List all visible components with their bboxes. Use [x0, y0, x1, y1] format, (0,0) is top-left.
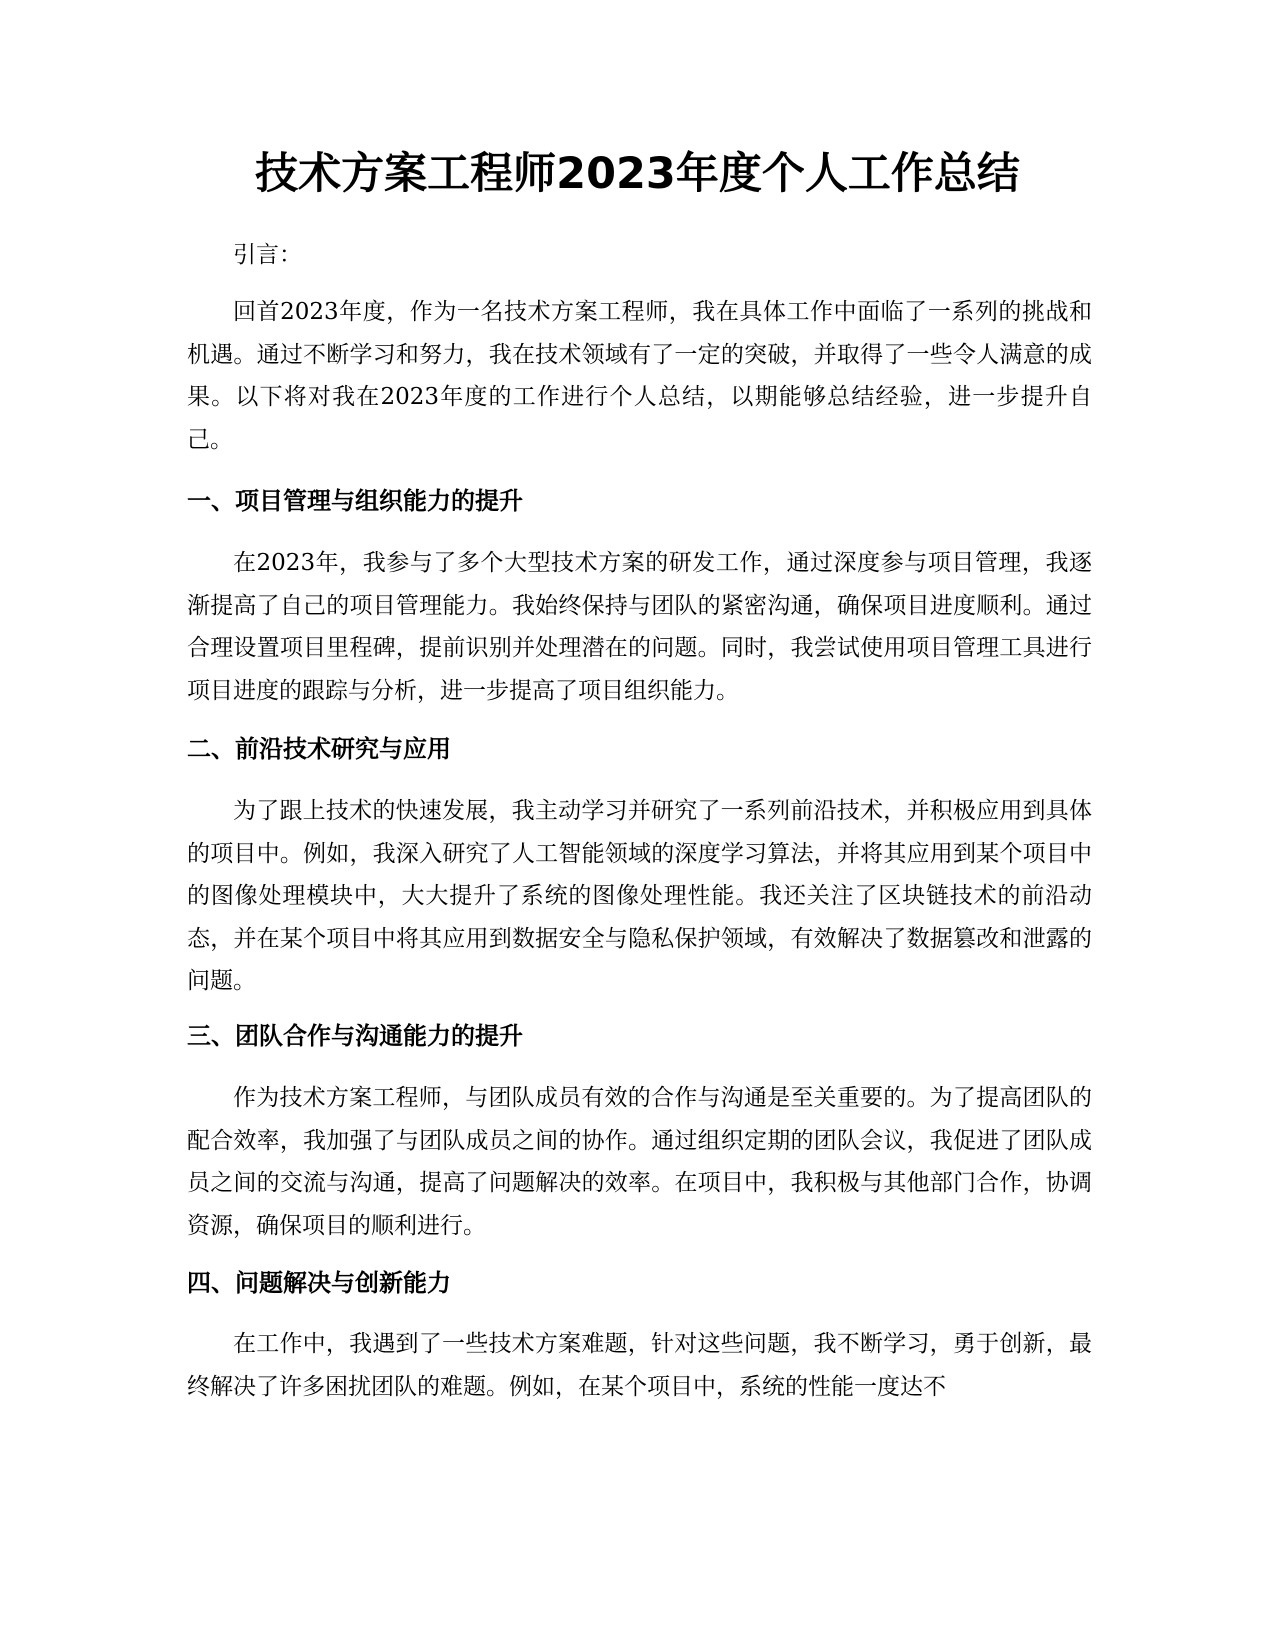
intro-label: 引言：: [233, 242, 302, 268]
section-heading-1: 一、项目管理与组织能力的提升: [187, 487, 523, 515]
section-heading-4: 四、问题解决与创新能力: [187, 1269, 451, 1297]
section-paragraph-1: 在2023年，我参与了多个大型技术方案的研发工作，通过深度参与项目管理，我逐渐提高了自己的项目管理能力。我始终保持与团队的紧密沟通，确保项目进度顺利。通过合理设置项目里程碑，提前识别并处理潜在的问题。同时，我尝试使用项目管理工具进行项目进度的跟踪与分析，进一步提高了项目组织能力。: [187, 550, 1092, 704]
section-paragraph-3: 作为技术方案工程师，与团队成员有效的合作与沟通是至关重要的。为了提高团队的配合效率，我加强了与团队成员之间的协作。通过组织定期的团队会议，我促进了团队成员之间的交流与沟通，提高了问题解决的效率。在项目中，我积极与其他部门合作，协调资源，确保项目的顺利进行。: [187, 1085, 1092, 1239]
section-paragraph-2: 为了跟上技术的快速发展，我主动学习并研究了一系列前沿技术，并积极应用到具体的项目中。例如，我深入研究了人工智能领域的深度学习算法，并将其应用到某个项目中的图像处理模块中，大大提升了系统的图像处理性能。我还关注了区块链技术的前沿动态，并在某个项目中将其应用到数据安全与隐私保护领域，有效解决了数据篡改和泄露的问题。: [187, 798, 1092, 994]
section-heading-2: 二、前沿技术研究与应用: [187, 735, 451, 763]
section-heading-3: 三、团队合作与沟通能力的提升: [187, 1022, 523, 1050]
section-paragraph-4: 在工作中，我遇到了一些技术方案难题，针对这些问题，我不断学习，勇于创新，最终解决了许多困扰团队的难题。例如，在某个项目中，系统的性能一度达不: [187, 1331, 1092, 1400]
document-title: 技术方案工程师2023年度个人工作总结: [255, 149, 1020, 199]
intro-paragraph: 回首2023年度，作为一名技术方案工程师，我在具体工作中面临了一系列的挑战和机遇。通过不断学习和努力，我在技术领域有了一定的突破，并取得了一些令人满意的成果。以下将对我在2023年度的工作进行个人总结，以期能够总结经验，进一步提升自己。: [187, 299, 1092, 453]
